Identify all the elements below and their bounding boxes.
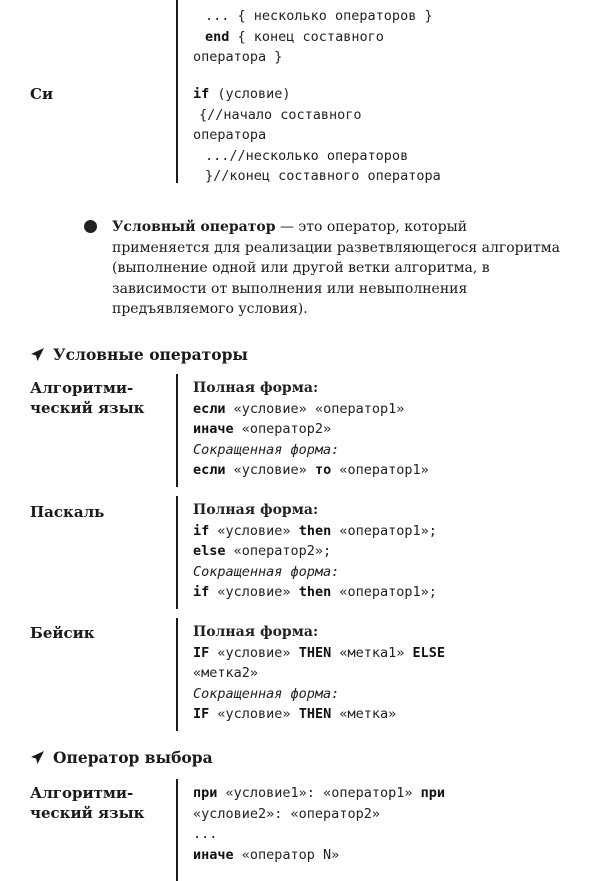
divider-pascal: [176, 496, 178, 609]
language-label-pascal: Паскаль: [30, 503, 105, 521]
keyword: end: [205, 28, 230, 45]
bullet-icon: [84, 220, 97, 233]
divider-algo: [176, 374, 178, 487]
c-code: [193, 84, 583, 187]
divider-basic: [176, 618, 178, 731]
keyword: if: [193, 86, 210, 102]
keyword: если: [193, 400, 226, 417]
operator: «оператор1»;: [339, 584, 437, 600]
condition: «условие»: [233, 462, 307, 478]
label-line: Алгоритми-: [30, 379, 134, 397]
code-line: { конец составного: [237, 28, 384, 45]
section-heading-conditional: [30, 344, 248, 366]
form-label: Сокращенная форма:: [193, 563, 340, 580]
definition-term: Условный оператор: [112, 219, 276, 235]
keyword: THEN: [298, 644, 332, 661]
operator: «оператор1»: [323, 785, 413, 801]
ellipsis: ...: [193, 826, 218, 842]
code-line: ... { несколько операторов }: [205, 8, 433, 24]
keyword: then: [298, 522, 332, 539]
operator: «оператор2»: [241, 421, 332, 437]
code-line: (условие): [217, 86, 291, 102]
label-ref: «метка2»: [193, 665, 259, 681]
code-line: }//конец составного оператора: [205, 168, 441, 184]
code-line: оператора }: [193, 49, 283, 65]
language-label-algo: [30, 378, 145, 418]
condition: «условие»: [217, 584, 291, 600]
label-ref: «метка»: [339, 706, 397, 722]
keyword: при: [193, 785, 218, 801]
operator: «оператор1»;: [339, 522, 437, 539]
arrow-pointer-icon: [30, 750, 45, 765]
divider-choice: [176, 779, 178, 881]
label-line: ческий язык: [30, 804, 145, 822]
section-title: Условные операторы: [53, 345, 248, 364]
code-line: оператора: [193, 127, 267, 143]
form-label: Полная форма:: [193, 502, 319, 518]
operator: «оператор1»: [314, 400, 405, 417]
basic-code: [193, 622, 583, 725]
form-label: Полная форма:: [193, 624, 319, 640]
language-label-algo-choice: [30, 783, 145, 823]
condition: «условие»: [233, 400, 307, 417]
pascal-code: [193, 500, 583, 603]
keyword: then: [298, 584, 332, 600]
form-label: Полная форма:: [193, 380, 319, 396]
condition: «условие2»:: [193, 805, 283, 822]
operator: «оператор N»: [241, 846, 340, 863]
label-line: ческий язык: [30, 399, 145, 417]
operator: «оператор2»: [290, 805, 380, 822]
keyword: иначе: [193, 421, 234, 437]
choice-code: [193, 783, 583, 865]
section-title: Оператор выбора: [53, 748, 213, 767]
condition: «условие»: [217, 644, 291, 661]
condition: «условие»: [217, 522, 291, 539]
language-label-c: Си: [30, 85, 54, 103]
section-heading-choice: [30, 747, 213, 769]
keyword: if: [193, 522, 210, 539]
code-line: {//начало составного: [199, 106, 362, 123]
keyword: if: [193, 584, 210, 600]
label-ref: «метка1»: [339, 644, 405, 661]
operator: «оператор1»: [339, 462, 429, 478]
keyword: THEN: [298, 706, 332, 722]
label-line: Алгоритми-: [30, 784, 134, 802]
keyword: IF: [193, 706, 210, 722]
keyword: else: [193, 543, 226, 559]
code-line: ...//несколько операторов: [205, 147, 409, 164]
keyword: при: [420, 785, 446, 801]
language-label-basic: Бейсик: [30, 624, 95, 642]
algo-code: [193, 378, 583, 481]
keyword: ELSE: [412, 644, 446, 661]
operator: «оператор2»;: [233, 543, 332, 559]
keyword: то: [314, 462, 332, 478]
definition-text: — это оператор, который применяется для реализации разветвляющегося алгоритма (выполнение одной или другой ветки алгоритма, в зависимости от выполнения или невыполнения предъявляемого условия).: [112, 219, 560, 317]
keyword: IF: [193, 644, 210, 661]
top-code: [193, 6, 583, 68]
divider-top: [176, 0, 178, 183]
definition-paragraph: [112, 217, 562, 320]
condition: «условие»: [217, 706, 291, 722]
keyword: иначе: [193, 846, 234, 863]
form-label: Сокращенная форма:: [193, 685, 340, 702]
condition: «условие1»:: [225, 785, 315, 801]
form-label: Сокращенная форма:: [193, 441, 340, 458]
arrow-pointer-icon: [30, 347, 45, 362]
keyword: если: [193, 462, 226, 478]
